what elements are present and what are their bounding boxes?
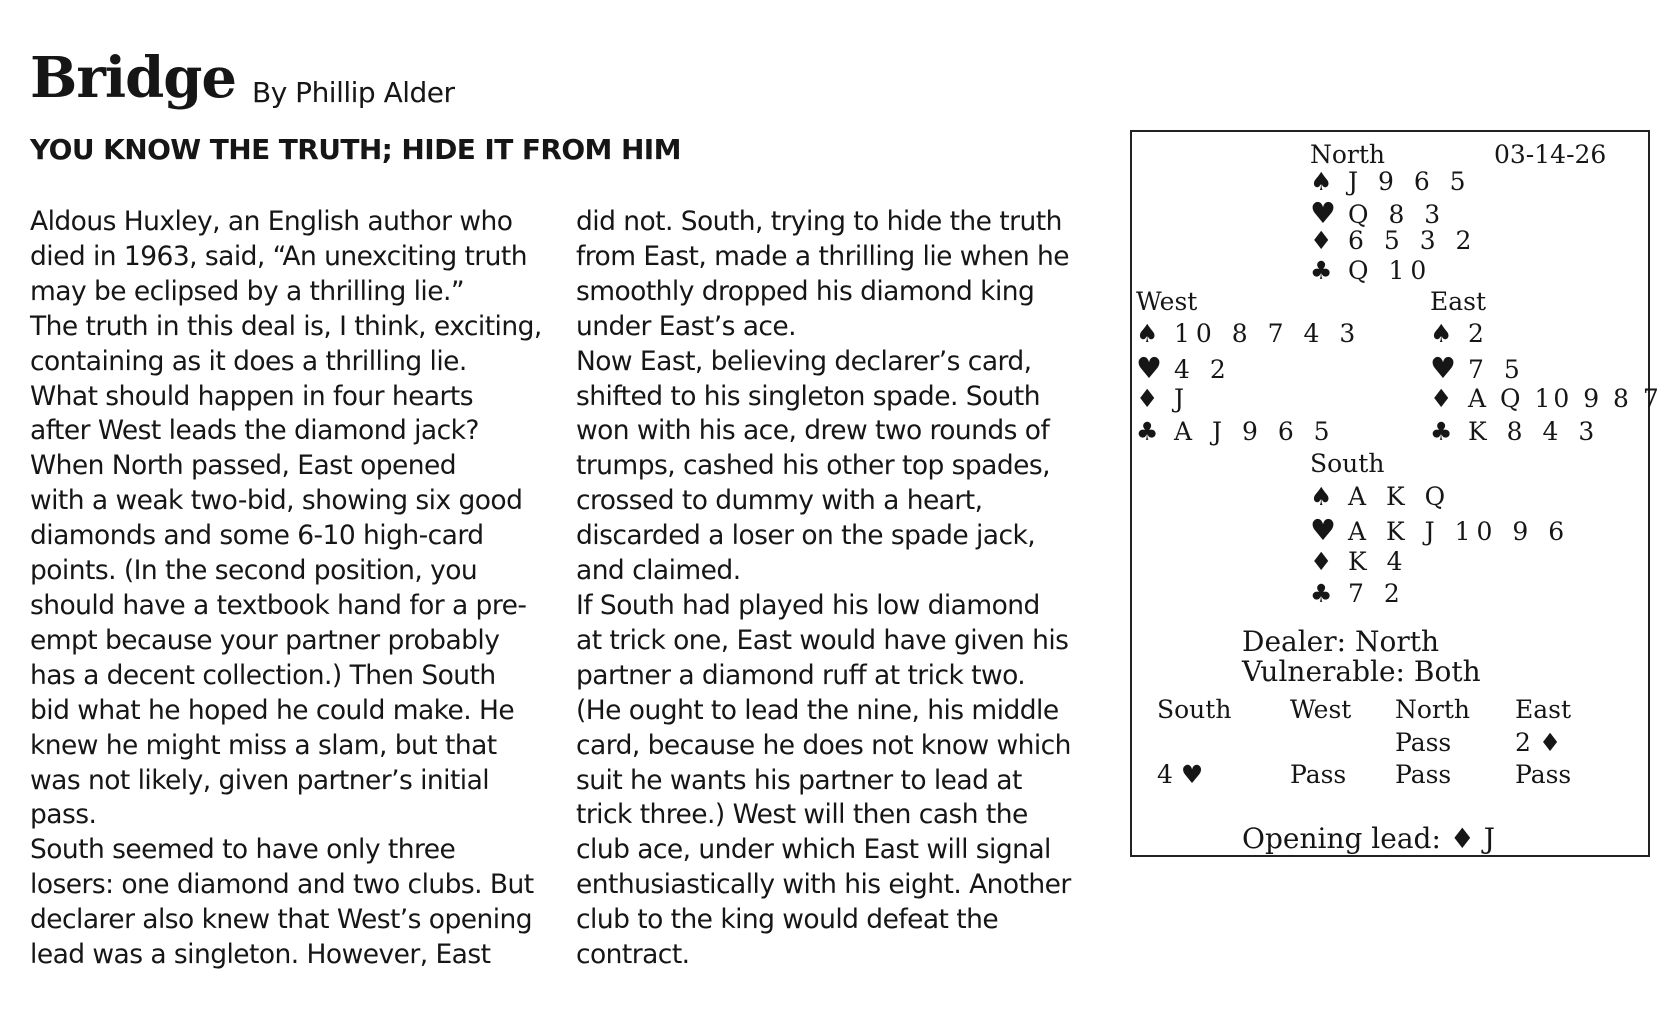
article-line: Aldous Huxley, an English author who	[30, 206, 513, 237]
spade-icon: ♠	[1310, 482, 1333, 511]
article-line: was not likely, given partner’s initial	[30, 764, 490, 796]
auction-header-east: East	[1515, 695, 1572, 724]
article-line: won with his ace, drew two rounds of	[576, 415, 1050, 447]
south-hearts: ♥ A K J 10 9 6	[1310, 513, 1571, 547]
article-line: trumps, cashed his other top spades,	[576, 450, 1051, 482]
date-label: 03-14-26	[1494, 140, 1607, 169]
auction-bid: 2 ♦	[1515, 728, 1562, 757]
spade-icon: ♠	[1136, 319, 1159, 348]
diamond-icon: ♦	[1310, 226, 1333, 255]
auction-header-west: West	[1290, 695, 1352, 724]
heart-icon: ♥	[1136, 351, 1162, 385]
diamond-icon: ♦	[1538, 728, 1562, 757]
article-line: card, because he does not know which	[576, 729, 1071, 761]
heart-icon: ♥	[1430, 351, 1456, 385]
article-line: from East, made a thrilling lie when he	[576, 240, 1070, 272]
article-line: after West leads the diamond jack?	[30, 415, 479, 447]
south-clubs: ♣ 7 2	[1310, 579, 1406, 608]
north-hearts: ♥ Q 8 3	[1310, 196, 1447, 230]
club-icon: ♣	[1136, 417, 1159, 446]
article-line: lead was a singleton. However, East	[30, 939, 491, 971]
article-column-2	[576, 205, 1096, 973]
article-line: losers: one diamond and two clubs. But	[30, 869, 534, 901]
dealer-label: Dealer: North	[1242, 625, 1439, 658]
auction-bid: 4 ♥	[1157, 760, 1204, 789]
auction-bid: Pass	[1395, 760, 1452, 789]
vulnerable-label: Vulnerable: Both	[1242, 655, 1481, 688]
spade-icon: ♠	[1430, 319, 1453, 348]
article-line: partner a diamond ruff at trick two.	[576, 659, 1026, 691]
opening-lead: Opening lead: ♦ J	[1242, 822, 1496, 855]
east-spades: ♠ 2	[1430, 319, 1490, 348]
article-line: The truth in this deal is, I think, exciting,	[30, 310, 542, 342]
article-line: trick three.) West will then cash the	[576, 799, 1028, 831]
east-diamonds: ♦ A Q 10 9 8 7	[1430, 384, 1662, 413]
article-line: diamonds and some 6-10 high-card	[30, 520, 484, 552]
auction-header-south: South	[1157, 695, 1232, 724]
south-diamonds: ♦ K 4	[1310, 547, 1409, 576]
article-line: enthusiastically with his eight. Another	[576, 869, 1071, 901]
diamond-icon: ♦	[1430, 384, 1453, 413]
club-icon: ♣	[1310, 579, 1333, 608]
heart-icon: ♥	[1310, 196, 1336, 230]
article-line: (He ought to lead the nine, his middle	[576, 694, 1059, 726]
heart-icon: ♥	[1310, 513, 1336, 547]
south-spades: ♠ A K Q	[1310, 482, 1452, 511]
article-line: did not. South, trying to hide the truth	[576, 206, 1062, 237]
auction-bid: Pass	[1290, 760, 1347, 789]
north-diamonds: ♦ 6 5 3 2	[1310, 226, 1478, 255]
article-line: under East’s ace.	[576, 310, 797, 342]
west-diamonds: ♦ J	[1136, 384, 1191, 413]
article-line: bid what he hoped he could make. He	[30, 694, 515, 726]
east-hearts: ♥ 7 5	[1430, 351, 1526, 385]
west-label: West	[1136, 287, 1198, 316]
article-line: smoothly dropped his diamond king	[576, 275, 1035, 307]
article-line: may be eclipsed by a thrilling lie.”	[30, 275, 465, 307]
article-line: containing as it does a thrilling lie.	[30, 345, 467, 377]
headline: YOU KNOW THE TRUTH; HIDE IT FROM HIM	[30, 133, 681, 166]
article-line: knew he might miss a slam, but that	[30, 729, 497, 761]
article-line: and claimed.	[576, 555, 741, 587]
article-line: contract.	[576, 939, 690, 971]
article-line: South seemed to have only three	[30, 834, 456, 866]
west-hearts: ♥ 4 2	[1136, 351, 1232, 385]
diamond-icon: ♦	[1449, 822, 1475, 855]
heart-icon: ♥	[1180, 760, 1204, 789]
club-icon: ♣	[1310, 256, 1333, 285]
article-line: with a weak two-bid, showing six good	[30, 485, 523, 517]
article-line: empt because your partner probably	[30, 624, 500, 656]
article-line: shifted to his singleton spade. South	[576, 380, 1040, 412]
auction-bid: Pass	[1395, 728, 1452, 757]
article-line: Now East, believing declarer’s card,	[576, 345, 1032, 377]
north-label: North	[1310, 140, 1386, 169]
article-line: club ace, under which East will signal	[576, 834, 1051, 866]
article-line: has a decent collection.) Then South	[30, 659, 496, 691]
east-clubs: ♣ K 8 4 3	[1430, 417, 1601, 446]
east-label: East	[1430, 287, 1487, 316]
diamond-icon: ♦	[1310, 547, 1333, 576]
south-label: South	[1310, 449, 1385, 478]
article-line: points. (In the second position, you	[30, 555, 478, 587]
article-column-1	[30, 205, 550, 973]
article-line: discarded a loser on the spade jack,	[576, 520, 1036, 552]
article-line: club to the king would defeat the	[576, 904, 999, 936]
west-clubs: ♣ A J 9 6 5	[1136, 417, 1336, 446]
article-line: suit he wants his partner to lead at	[576, 764, 1022, 796]
auction-bid: Pass	[1515, 760, 1572, 789]
article-line: What should happen in four hearts	[30, 380, 473, 412]
article-line: at trick one, East would have given his	[576, 624, 1069, 656]
article-line: should have a textbook hand for a pre-	[30, 589, 527, 621]
west-spades: ♠ 10 8 7 4 3	[1136, 319, 1362, 348]
article-line: When North passed, East opened	[30, 450, 457, 482]
auction-header-north: North	[1395, 695, 1471, 724]
diamond-icon: ♦	[1136, 384, 1159, 413]
article-line: pass.	[30, 799, 97, 831]
club-icon: ♣	[1430, 417, 1453, 446]
article-line: crossed to dummy with a heart,	[576, 485, 983, 517]
byline: By Phillip Alder	[252, 76, 455, 109]
north-clubs: ♣ Q 10	[1310, 256, 1433, 285]
column-title: Bridge	[30, 45, 237, 111]
bridge-diagram	[1130, 130, 1662, 857]
article-line: died in 1963, said, “An unexciting truth	[30, 240, 527, 272]
spade-icon: ♠	[1310, 167, 1333, 196]
article-line: If South had played his low diamond	[576, 589, 1040, 621]
north-spades: ♠ J 9 6 5	[1310, 167, 1472, 196]
article-line: declarer also knew that West’s opening	[30, 904, 533, 936]
